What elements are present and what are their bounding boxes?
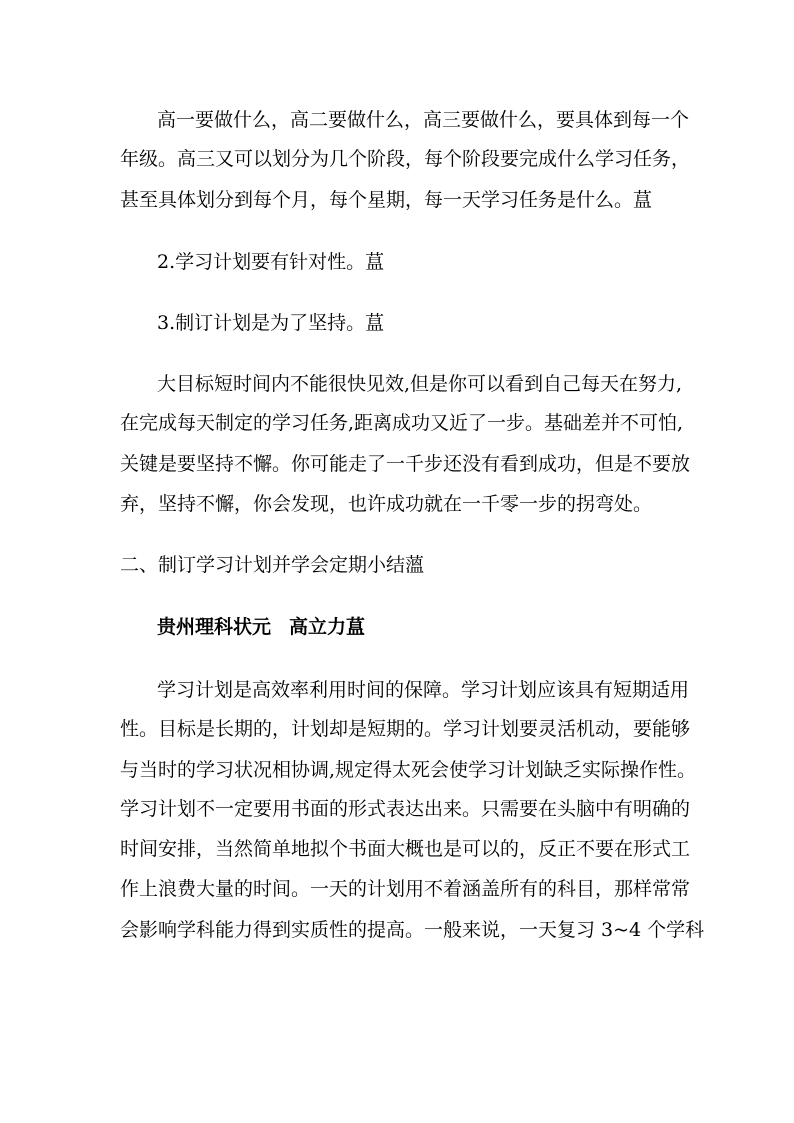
section-heading: 二、制订学习计划并学会定期小结薀 [120,554,425,576]
paragraph-5-line-7: 会影响学科能力得到实质性的提高。一般来说，一天复习 3~4 个学科 [120,919,705,941]
paragraph-5-line-1: 学习计划是高效率利用时间的保障。学习计划应该具有短期适用 [157,679,690,701]
author-title: 贵州理科状元 [157,616,272,638]
author-name: 高立力蒀 [289,616,366,638]
paragraph-1-line-2: 年级。高三又可以划分为几个阶段，每个阶段要完成什么学习任务， [120,148,691,170]
list-item-3: 3.制订计划是为了坚持。蒀 [157,312,385,334]
paragraph-4-line-4: 弃，坚持不懈，你会发现，也许成功就在一千零一步的拐弯处。 [120,493,653,515]
paragraph-5-line-5: 时间安排，当然简单地拟个书面大概也是可以的，反正不要在形式工 [120,838,691,860]
paragraph-5-line-4: 学习计划不一定要用书面的形式表达出来。只需要在头脑中有明确的 [120,798,691,820]
paragraph-5-line-3: 与当时的学习状况相协调,规定得太死会使学习计划缺乏实际操作性。 [120,759,697,781]
paragraph-5-line-6: 作上浪费大量的时间。一天的计划用不着涵盖所有的科目，那样常常 [120,878,691,900]
paragraph-4-line-2: 在完成每天制定的学习任务,距离成功又近了一步。基础差并不可怕, [120,412,684,434]
paragraph-1-line-1: 高一要做什么，高二要做什么，高三要做什么，要具体到每一个 [157,109,690,131]
paragraph-4-line-1: 大目标短时间内不能很快见效,但是你可以看到自己每天在努力, [157,373,683,395]
paragraph-5-line-2: 性。目标是长期的，计划却是短期的。学习计划要灵活机动，要能够 [120,718,691,740]
list-item-2: 2.学习计划要有针对性。蒀 [157,251,385,273]
paragraph-1-line-3: 甚至具体划分到每个月，每个星期，每一天学习任务是什么。蒀 [120,189,653,211]
paragraph-4-line-3: 关键是要坚持不懈。你可能走了一千步还没有看到成功，但是不要放 [120,453,691,475]
author-line [157,615,365,639]
